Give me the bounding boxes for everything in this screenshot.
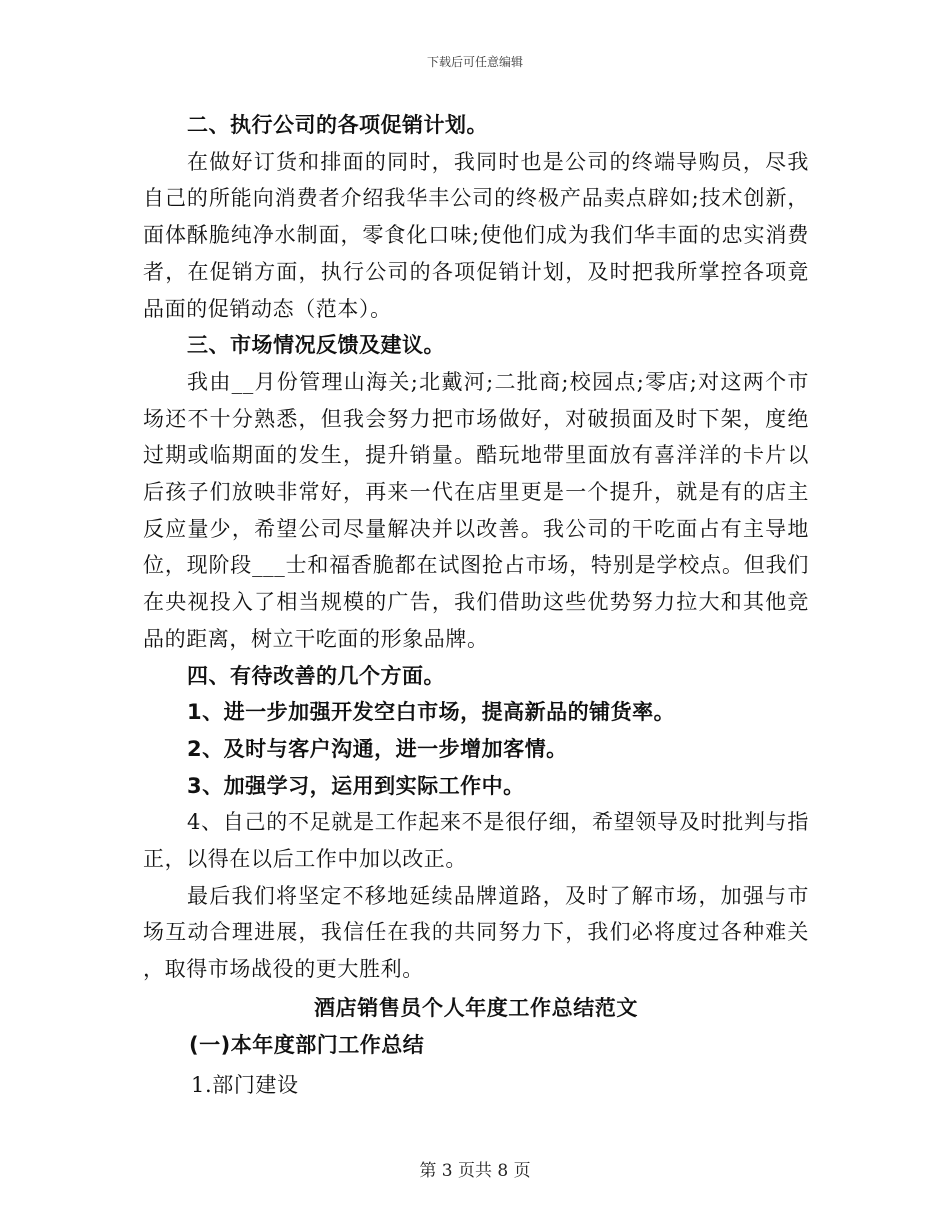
document-body: [143, 107, 809, 1104]
improvement-item-4: 4、自己的不足就是工作起来不是很仔细，希望领导及时批判与指正，以得在以后工作中加以改正。: [143, 810, 809, 872]
improvement-item-3: 3、加强学习，运用到实际工作中。: [187, 773, 525, 798]
improvement-item-1: 1、进一步加强开发空白市场，提高新品的铺货率。: [187, 700, 676, 725]
section-4-heading: 四、有待改善的几个方面。: [187, 663, 445, 688]
improvement-item-2: 2、及时与客户沟通，进一步增加客情。: [187, 736, 568, 761]
next-item: 1.部门建设: [191, 1073, 299, 1098]
page-footer: 第 3 页共 8 页: [419, 1161, 531, 1181]
section-2-heading: 二、执行公司的各项促销计划。: [187, 113, 488, 137]
closing-paragraph: 最后我们将坚定不移地延续品牌道路，及时了解市场，加强与市场互动合理进展，我信任在我的共同努力下，我们必将度过各种难关，取得市场战役的更大胜利。: [143, 883, 809, 982]
section-3-heading: 三、市场情况反馈及建议。: [187, 333, 445, 358]
section-2-paragraph: 在做好订货和排面的同时，我同时也是公司的终端导购员，尽我自己的所能向消费者介绍我华丰公司的终极产品卖点辟如;技术创新，面体酥脆纯净水制面，零食化口味;使他们成为我们华丰面的忠实消费者，在促销方面，执行公司的各项促销计划，及时把我所掌控各项竟品面的促销动态（范本）。: [143, 149, 809, 321]
next-document-title: 酒店销售员个人年度工作总结范文: [314, 995, 638, 1020]
next-sub-heading: (一)本年度部门工作总结: [189, 1032, 425, 1057]
page-header: 下载后可任意编辑: [426, 55, 523, 69]
section-3-paragraph: 我由__月份管理山海关;北戴河;二批商;校园点;零店;对这两个市场还不十分熟悉，但我会努力把市场做好，对破损面及时下架，度绝过期或临期面的发生，提升销量。酷玩地带里面放有喜洋洋的卡片以后孩子们放映非常好，再来一代在店里更是一个提升，就是有的店主反应量少，希望公司尽量解决并以改善。我公司的干吃面占有主导地位，现阶段___士和福香脆都在试图抢占市场，特别是学校点。但我们在央视投入了相当规模的广告，我们借助这些优势努力拉大和其他竞品的距离，树立干吃面的形象品牌。: [143, 369, 809, 651]
